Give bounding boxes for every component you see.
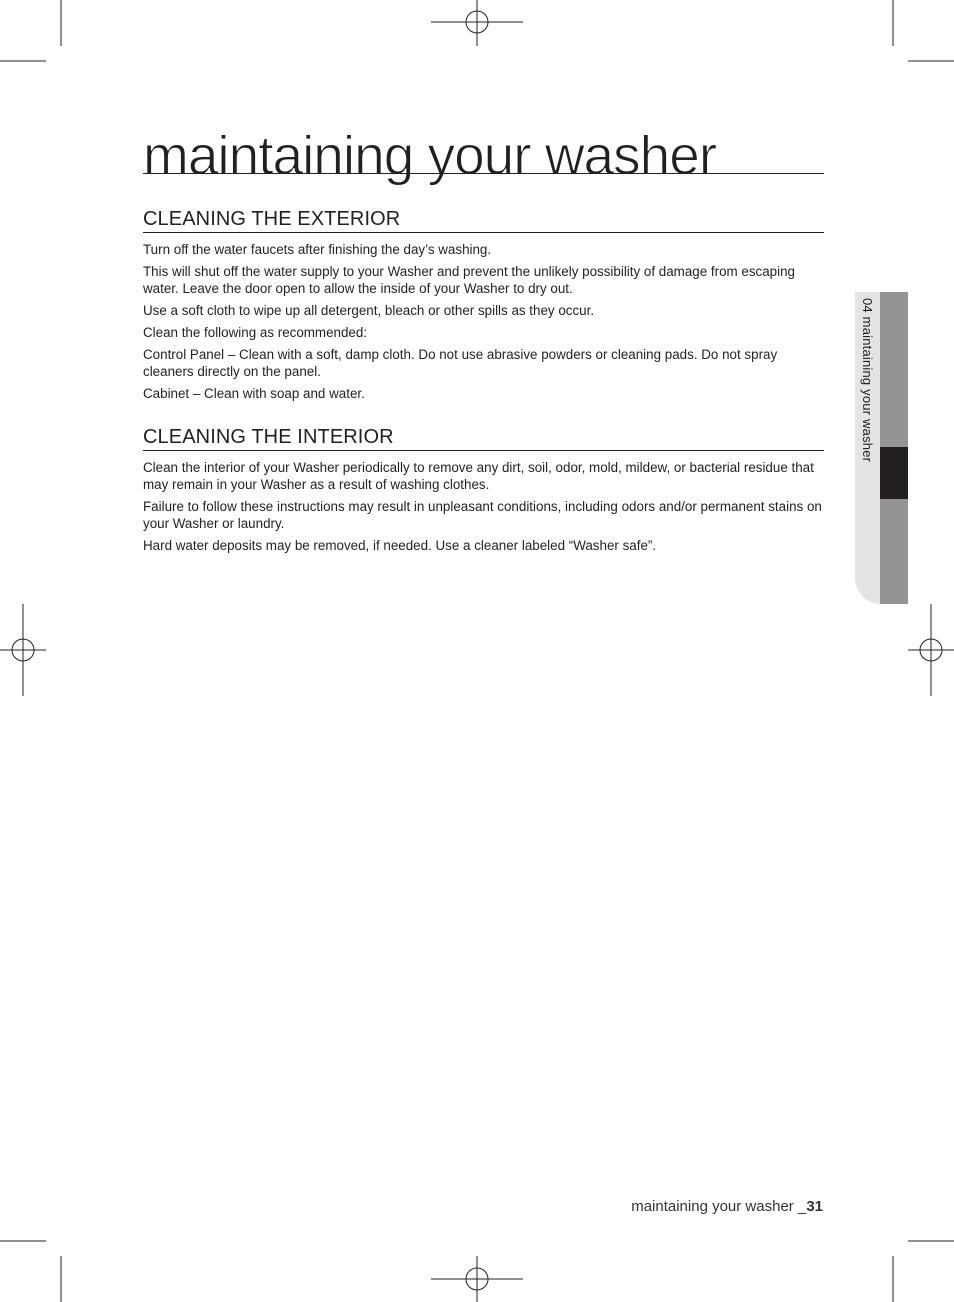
side-tab-label: 04 maintaining your washer (860, 298, 875, 463)
paragraph: Turn off the water faucets after finishing the day’s washing. (143, 242, 492, 257)
paragraph: Clean the interior of your Washer periodically to remove any dirt, soil, odor, mold, mildew, or bacterial residue that may remain in your Washer as a result of washing clothes. (143, 460, 814, 492)
section-heading: CLEANING THE INTERIOR (143, 425, 824, 451)
chapter-marker (880, 447, 908, 499)
page-title: maintaining your washer (143, 124, 717, 186)
footer-separator: _ (793, 1198, 807, 1215)
footer-label: maintaining your washer (631, 1198, 794, 1215)
section-heading: CLEANING THE EXTERIOR (143, 207, 824, 233)
paragraph: Cabinet – Clean with soap and water. (143, 386, 365, 401)
section-cleaning-exterior (143, 207, 824, 402)
paragraph: Failure to follow these instructions may result in unpleasant conditions, including odors and/or permanent stains on your Washer or laundry. (143, 499, 822, 531)
title-underline (143, 173, 824, 174)
paragraph: Use a soft cloth to wipe up all detergent, bleach or other spills as they occur. (143, 303, 595, 318)
paragraph: Hard water deposits may be removed, if needed. Use a cleaner labeled “Washer safe”. (143, 538, 657, 553)
paragraph: Clean the following as recommended: (143, 325, 368, 340)
paragraph: Control Panel – Clean with a soft, damp cloth. Do not use abrasive powders or cleaning pads. Do not spray cleaners directly on the panel. (143, 347, 778, 379)
section-cleaning-interior (143, 425, 824, 554)
page-number: 31 (806, 1198, 823, 1215)
page-footer (631, 1198, 823, 1215)
paragraph: This will shut off the water supply to your Washer and prevent the unlikely possibility of damage from escaping water. Leave the door open to allow the inside of your Washer to dry out. (143, 264, 796, 296)
